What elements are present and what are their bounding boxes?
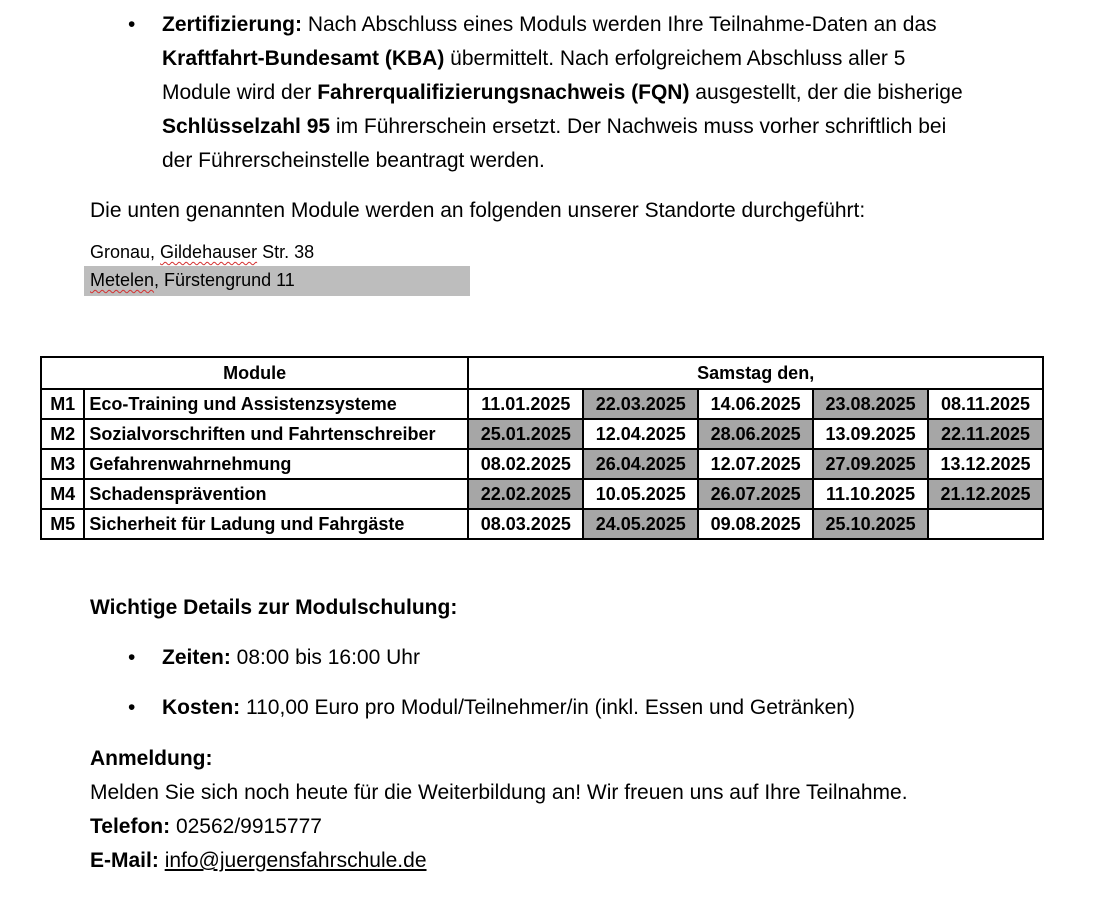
- date-cell: 21.12.2025: [928, 479, 1043, 509]
- bullet-dot-icon: •: [128, 646, 136, 669]
- location-city-misspelled: Metelen: [90, 270, 155, 290]
- date-cell: 14.06.2025: [698, 389, 813, 419]
- date-cell: 22.02.2025: [468, 479, 583, 509]
- table-body: [41, 389, 1043, 539]
- registration-section: [90, 742, 908, 878]
- date-cell: 09.08.2025: [698, 509, 813, 539]
- registration-text: Melden Sie sich noch heute für die Weiterbildung an! Wir freuen uns auf Ihre Teilnahme.: [90, 781, 908, 804]
- location-gronau: [90, 238, 314, 266]
- location-street-misspelled: Gildehauser: [160, 242, 258, 262]
- table-header-row: [41, 357, 1043, 389]
- certification-text-1: Nach Abschluss eines Moduls werden Ihre Teilnahme-Daten an das: [302, 13, 937, 36]
- date-cell: [928, 509, 1043, 539]
- date-cell: 11.10.2025: [813, 479, 928, 509]
- email-link[interactable]: info@juergensfahrschule.de: [164, 849, 427, 872]
- details-title: Wichtige Details zur Modulschulung:: [90, 596, 458, 619]
- location-city: Gronau,: [90, 242, 161, 262]
- certification-text-2: übermittelt. Nach erfolgreichem Abschluss aller 5 Module wird der: [162, 47, 906, 104]
- date-cell: 26.04.2025: [583, 449, 698, 479]
- module-id-cell: M3: [41, 449, 84, 479]
- fqn-label: Fahrerqualifizierungsnachweis (FQN): [317, 81, 690, 104]
- phone-label: Telefon:: [90, 815, 171, 838]
- certification-text-3: ausgestellt, der die bisherige: [689, 81, 963, 104]
- module-id-cell: M2: [41, 419, 84, 449]
- date-cell: 13.09.2025: [813, 419, 928, 449]
- date-cell: 13.12.2025: [928, 449, 1043, 479]
- registration-title: Anmeldung:: [90, 747, 213, 770]
- location-rest: , Fürstengrund 11: [154, 270, 295, 290]
- date-cell: 27.09.2025: [813, 449, 928, 479]
- module-name-cell: Sicherheit für Ladung und Fahrgäste: [84, 509, 468, 539]
- header-module: Module: [41, 357, 468, 389]
- date-cell: 22.11.2025: [928, 419, 1043, 449]
- module-id-cell: M1: [41, 389, 84, 419]
- table-row: [41, 479, 1043, 509]
- certification-bullet-list: [120, 8, 980, 178]
- schluesselzahl-label: Schlüsselzahl 95: [162, 115, 331, 138]
- kba-label: Kraftfahrt-Bundesamt (KBA): [162, 47, 445, 70]
- date-cell: 08.02.2025: [468, 449, 583, 479]
- bullet-dot-icon: •: [128, 696, 136, 719]
- date-cell: 25.01.2025: [468, 419, 583, 449]
- date-cell: 11.01.2025: [468, 389, 583, 419]
- location-metelen-selected[interactable]: [84, 266, 470, 296]
- date-cell: 28.06.2025: [698, 419, 813, 449]
- phone-value: 02562/9915777: [170, 815, 322, 838]
- costs-label: Kosten:: [162, 696, 241, 719]
- location-rest: Str. 38: [257, 242, 315, 262]
- table-row: [41, 389, 1043, 419]
- date-cell: 23.08.2025: [813, 389, 928, 419]
- bullet-dot-icon: •: [128, 13, 136, 36]
- date-cell: 25.10.2025: [813, 509, 928, 539]
- module-name-cell: Schadensprävention: [84, 479, 468, 509]
- certification-text-4: im Führerschein ersetzt. Der Nachweis muss vorher schriftlich bei der Führerscheinstelle beantragt werden.: [162, 115, 947, 172]
- module-id-cell: M4: [41, 479, 84, 509]
- date-cell: 12.07.2025: [698, 449, 813, 479]
- certification-bullet: [120, 8, 980, 178]
- table-row: [41, 509, 1043, 539]
- email-label: E-Mail:: [90, 849, 159, 872]
- email-line: [90, 844, 908, 878]
- module-schedule-table: [40, 356, 1044, 540]
- module-name-cell: Eco-Training und Assistenzsysteme: [84, 389, 468, 419]
- phone-line: [90, 810, 908, 844]
- module-name-cell: Sozialvorschriften und Fahrtenschreiber: [84, 419, 468, 449]
- date-cell: 08.03.2025: [468, 509, 583, 539]
- detail-costs-bullet: [120, 692, 1062, 724]
- date-cell: 08.11.2025: [928, 389, 1043, 419]
- header-dates: Samstag den,: [468, 357, 1043, 389]
- date-cell: 22.03.2025: [583, 389, 698, 419]
- costs-value: 110,00 Euro pro Modul/Teilnehmer/in (inkl. Essen und Getränken): [240, 696, 855, 719]
- locations-intro: Die unten genannten Module werden an folgenden unserer Standorte durchgeführt:: [90, 199, 866, 222]
- table-row: [41, 419, 1043, 449]
- times-value: 08:00 bis 16:00 Uhr: [230, 646, 420, 669]
- module-name-cell: Gefahrenwahrnehmung: [84, 449, 468, 479]
- date-cell: 12.04.2025: [583, 419, 698, 449]
- date-cell: 10.05.2025: [583, 479, 698, 509]
- times-label: Zeiten:: [162, 646, 231, 669]
- detail-times-bullet: [120, 642, 1062, 674]
- module-id-cell: M5: [41, 509, 84, 539]
- date-cell: 26.07.2025: [698, 479, 813, 509]
- certification-label: Zertifizierung:: [162, 13, 302, 36]
- date-cell: 24.05.2025: [583, 509, 698, 539]
- table-row: [41, 449, 1043, 479]
